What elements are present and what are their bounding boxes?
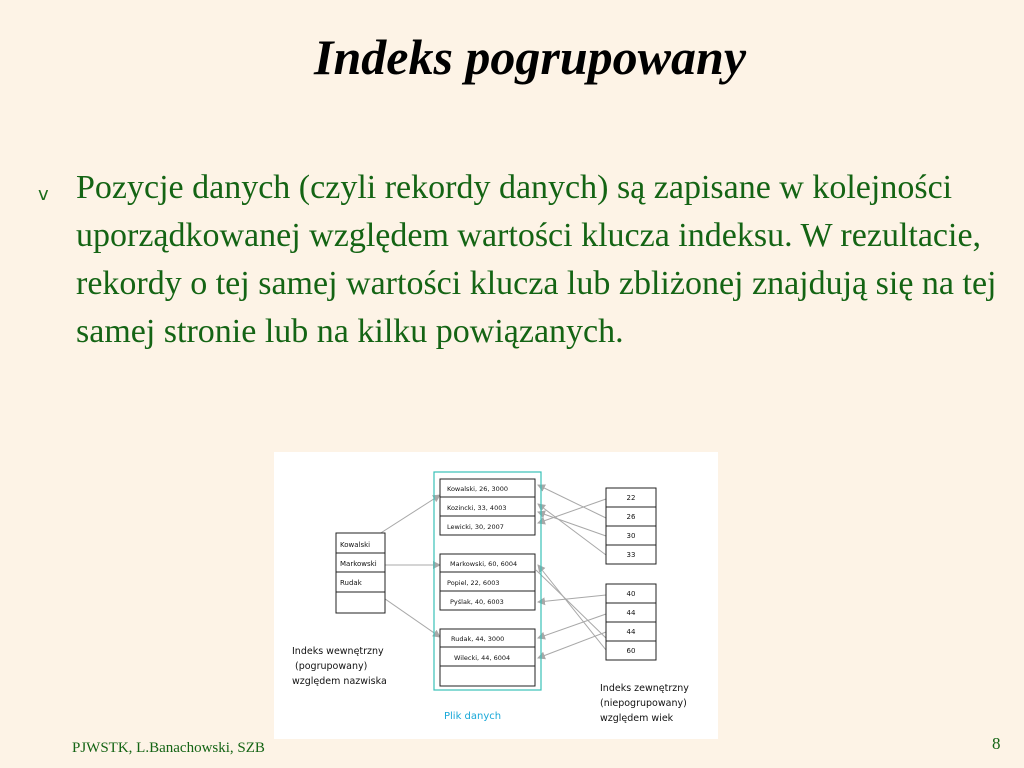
- arrow-right-8: [538, 565, 606, 650]
- data-file-caption: Plik danych: [444, 711, 502, 722]
- right-index-entry: 30: [626, 532, 636, 540]
- bullet-marker-icon: v: [38, 184, 49, 205]
- right-index-page-1: [606, 488, 656, 564]
- left-index: [336, 533, 385, 613]
- index-diagram: [274, 452, 718, 739]
- footer-author: PJWSTK, L.Banachowski, SZB: [72, 740, 265, 756]
- left-index-caption: względem nazwiska: [292, 676, 387, 687]
- slide-title: Indeks pogrupowany: [313, 29, 747, 85]
- data-record: Kowalski, 26, 3000: [447, 485, 509, 493]
- arrow-cross-1: [536, 570, 608, 640]
- right-index-page-2: [606, 584, 656, 660]
- arrow-right-5: [538, 595, 606, 602]
- right-index-entry: 60: [626, 647, 636, 655]
- right-index-entry: 33: [626, 551, 636, 559]
- arrow-right-2: [538, 485, 606, 518]
- right-index-caption: Indeks zewnętrzny: [600, 683, 689, 694]
- data-record: Markowski, 60, 6004: [450, 560, 518, 568]
- data-record: Kozincki, 33, 4003: [447, 504, 507, 512]
- arrow-right-4: [538, 504, 606, 555]
- right-index-entry: 40: [626, 590, 636, 598]
- right-index-caption: względem wiek: [600, 713, 674, 724]
- left-index-entry: Markowski: [340, 560, 377, 568]
- data-record: Pyślak, 40, 6003: [450, 598, 504, 606]
- data-record: Lewicki, 30, 2007: [447, 523, 504, 531]
- right-index-entry: 26: [626, 513, 636, 521]
- data-record: Popiel, 22, 6003: [447, 579, 500, 587]
- page-number: 8: [992, 734, 1001, 753]
- data-record: Wilecki, 44, 6004: [454, 654, 511, 662]
- left-index-entry: Rudak: [340, 579, 362, 587]
- arrow-right-3: [538, 512, 606, 536]
- bullet-text: Pozycje danych (czyli rekordy danych) są zapisane w kolejności uporządkowanej względem wartości klucza indeksu. W rezultacie, rekordy o tej samej wartości klucza lub zbliżonej znajdują się na tej samej stronie lub na kilku powiązanych.: [76, 169, 997, 350]
- index-diagram-svg: [274, 452, 718, 739]
- right-index-entry: 22: [626, 494, 636, 502]
- arrow-right-7: [538, 632, 606, 658]
- arrow-right-6: [538, 614, 606, 638]
- right-index-caption: (niepogrupowany): [600, 698, 687, 709]
- left-index-caption: Indeks wewnętrzny: [292, 646, 384, 657]
- left-index-caption: (pogrupowany): [295, 661, 368, 672]
- data-record: Rudak, 44, 3000: [451, 635, 505, 643]
- arrow-right-1: [538, 499, 606, 523]
- data-page-3: [440, 629, 535, 686]
- left-index-entry: Kowalski: [340, 541, 371, 549]
- right-index-entry: 44: [626, 628, 636, 636]
- data-page-2: [440, 554, 535, 610]
- data-page-1: [440, 479, 535, 535]
- right-index-entry: 44: [626, 609, 636, 617]
